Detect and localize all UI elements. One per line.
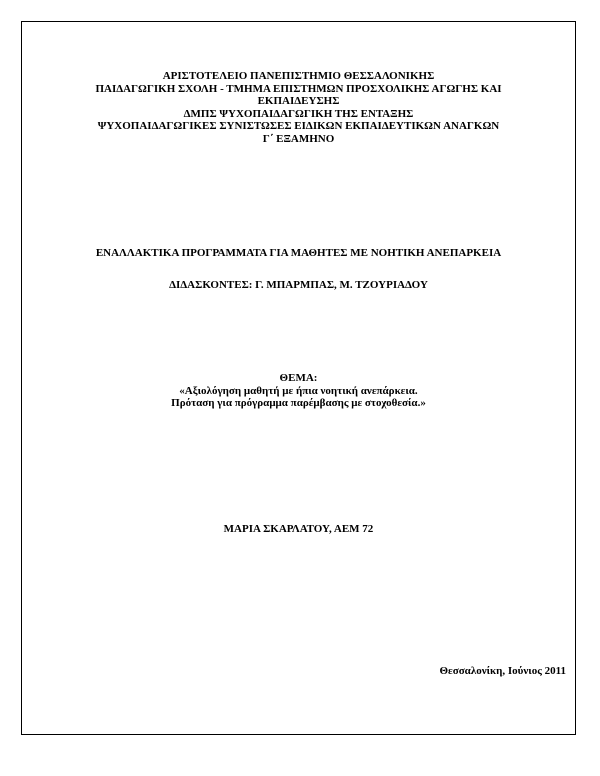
school-name-line-1: ΠΑΙΔΑΓΩΓΙΚΗ ΣΧΟΛΗ - ΤΜΗΜΑ ΕΠΙΣΤΗΜΩΝ ΠΡΟΣΧΟΛΙΚΗΣ ΑΓΩΓΗΣ ΚΑΙ bbox=[95, 82, 502, 95]
subject-block bbox=[21, 372, 576, 410]
school-name-line-2: ΕΚΠΑΙΔΕΥΣΗΣ bbox=[257, 95, 340, 108]
specialization-name: ΨΥΧΟΠΑΙΔΑΓΩΓΙΚΕΣ ΣΥΝΙΣΤΩΣΕΣ ΕΙΔΙΚΩΝ ΕΚΠΑΙΔΕΥΤΙΚΩΝ ΑΝΑΓΚΩΝ bbox=[97, 120, 500, 133]
subject-line-1: «Αξιολόγηση μαθητή με ήπια νοητική ανεπάρκεια. bbox=[179, 384, 418, 397]
place-date: Θεσσαλονίκη, Ιούνιος 2011 bbox=[439, 665, 566, 677]
program-name: ΔΜΠΣ ΨΥΧΟΠΑΙΔΑΓΩΓΙΚΗ ΤΗΣ ΕΝΤΑΞΗΣ bbox=[183, 107, 414, 120]
course-title: ΕΝΑΛΛΑΚΤΙΚΑ ΠΡΟΓΡΑΜΜΑΤΑ ΓΙΑ ΜΑΘΗΤΕΣ ΜΕ ΝΟΗΤΙΚΗ ΑΝΕΠΑΡΚΕΙΑ bbox=[95, 247, 502, 259]
subject-line-2: Πρόταση για πρόγραμμα παρέμβασης με στοχοθεσία.» bbox=[171, 397, 426, 410]
instructors-line: ΔΙΔΑΣΚΟΝΤΕΣ: Γ. ΜΠΑΡΜΠΑΣ, Μ. ΤΖΟΥΡΙΑΔΟΥ bbox=[169, 279, 428, 291]
institution-header bbox=[21, 70, 576, 146]
author-line: ΜΑΡΙΑ ΣΚΑΡΛΑΤΟΥ, ΑΕΜ 72 bbox=[223, 523, 374, 535]
university-name: ΑΡΙΣΤΟΤΕΛΕΙΟ ΠΑΝΕΠΙΣΤΗΜΙΟ ΘΕΣΣΑΛΟΝΙΚΗΣ bbox=[162, 70, 435, 82]
semester-label: Γ΄ ΕΞΑΜΗΝΟ bbox=[262, 132, 335, 145]
subject-label: ΘΕΜΑ: bbox=[279, 372, 318, 384]
